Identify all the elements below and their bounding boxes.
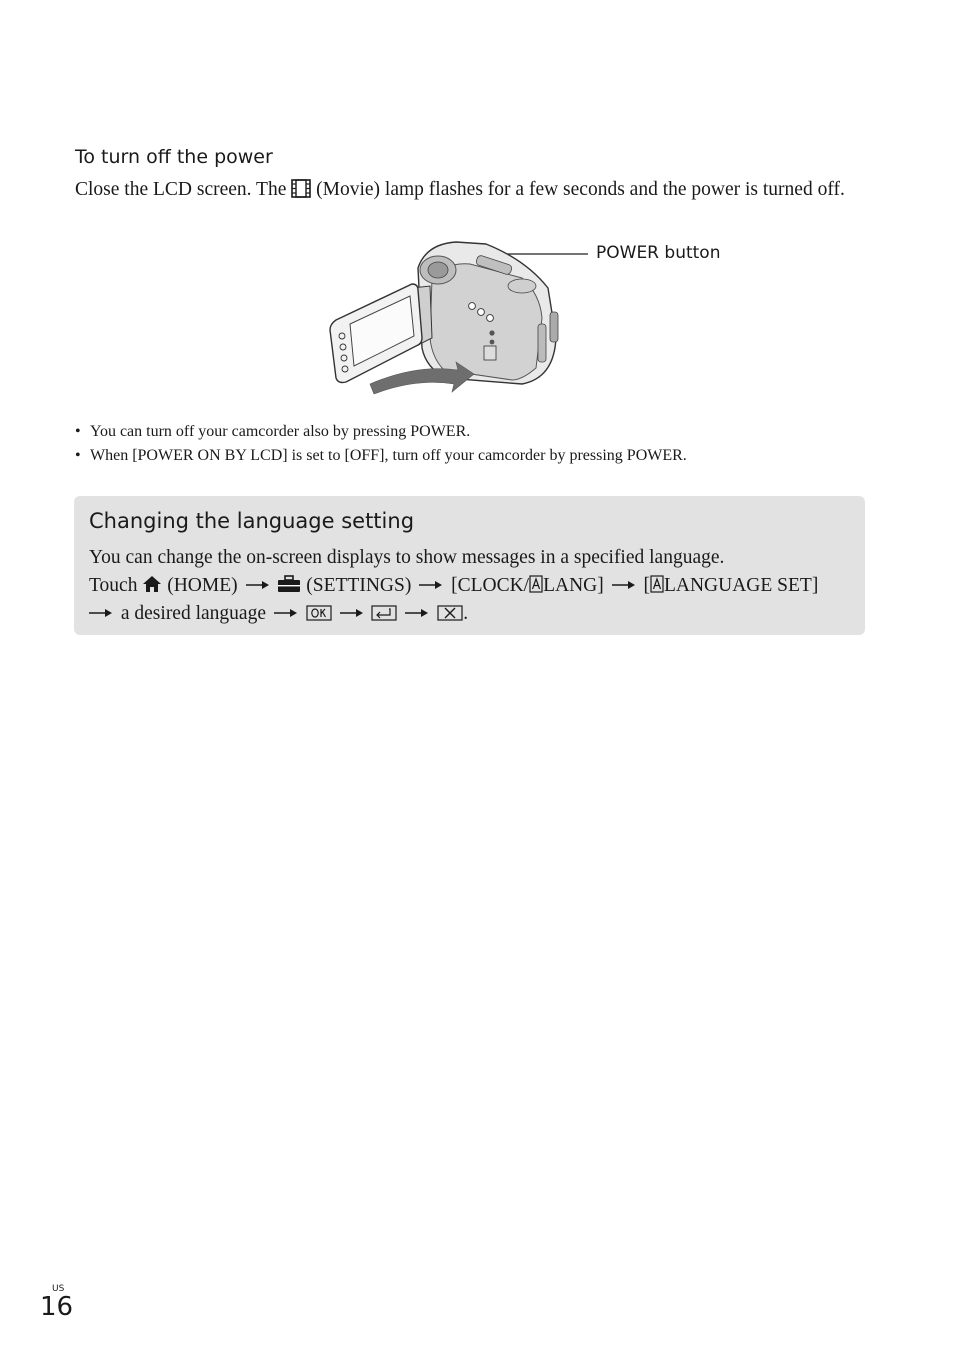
heading-power-off: To turn off the power (75, 146, 273, 168)
bullet-text: When [POWER ON BY LCD] is set to [OFF], turn off your camcorder by pressing POWER. (90, 447, 687, 464)
arrow-right-icon (274, 608, 298, 618)
arrow-right-icon (89, 608, 113, 618)
power-button-callout-label: POWER button (596, 243, 721, 263)
page-locale-label: US (52, 1284, 65, 1294)
arrow-right-icon (405, 608, 429, 618)
settings-text: (SETTINGS) (306, 575, 412, 596)
clock-text: [CLOCK/ (451, 575, 530, 596)
language-box-title: Changing the language setting (89, 509, 415, 533)
para-text-before: Close the LCD screen. The (75, 179, 287, 200)
page-number: 16 (40, 1292, 74, 1322)
language-set-text: LANGUAGE SET] (663, 575, 819, 596)
language-box-text (89, 544, 859, 628)
film-icon (291, 179, 311, 198)
list-item (75, 444, 687, 468)
toolbox-icon (277, 575, 301, 593)
bullet-text: You can turn off your camcorder also by pressing POWER. (90, 423, 471, 440)
language-steps-line-2 (89, 600, 859, 628)
bullet-dot: • (75, 447, 81, 464)
lang-a-icon (529, 575, 543, 593)
para-text-after: (Movie) lamp flashes for a few seconds and the power is turned off. (316, 179, 845, 200)
notes-list (75, 420, 687, 468)
arrow-right-icon (419, 580, 443, 590)
return-icon (371, 605, 397, 621)
ok-button-icon (306, 605, 332, 621)
period-text: . (463, 603, 469, 624)
language-setting-box (74, 496, 865, 635)
arrow-right-icon (340, 608, 364, 618)
close-x-icon (437, 605, 463, 621)
desired-language-text: a desired language (120, 603, 266, 624)
power-off-paragraph (75, 176, 875, 204)
list-item (75, 420, 687, 444)
arrow-right-icon (612, 580, 636, 590)
home-text: (HOME) (167, 575, 238, 596)
language-steps-line-1 (89, 572, 859, 600)
bracket-open: [ (643, 575, 650, 596)
lang-text: LANG] (543, 575, 604, 596)
language-intro-line: You can change the on-screen displays to show messages in a specified language. (89, 547, 725, 568)
arrow-right-icon (246, 580, 270, 590)
bullet-dot: • (75, 423, 81, 440)
lang-a-icon (650, 575, 664, 593)
home-icon (142, 575, 162, 593)
touch-text: Touch (89, 575, 138, 596)
